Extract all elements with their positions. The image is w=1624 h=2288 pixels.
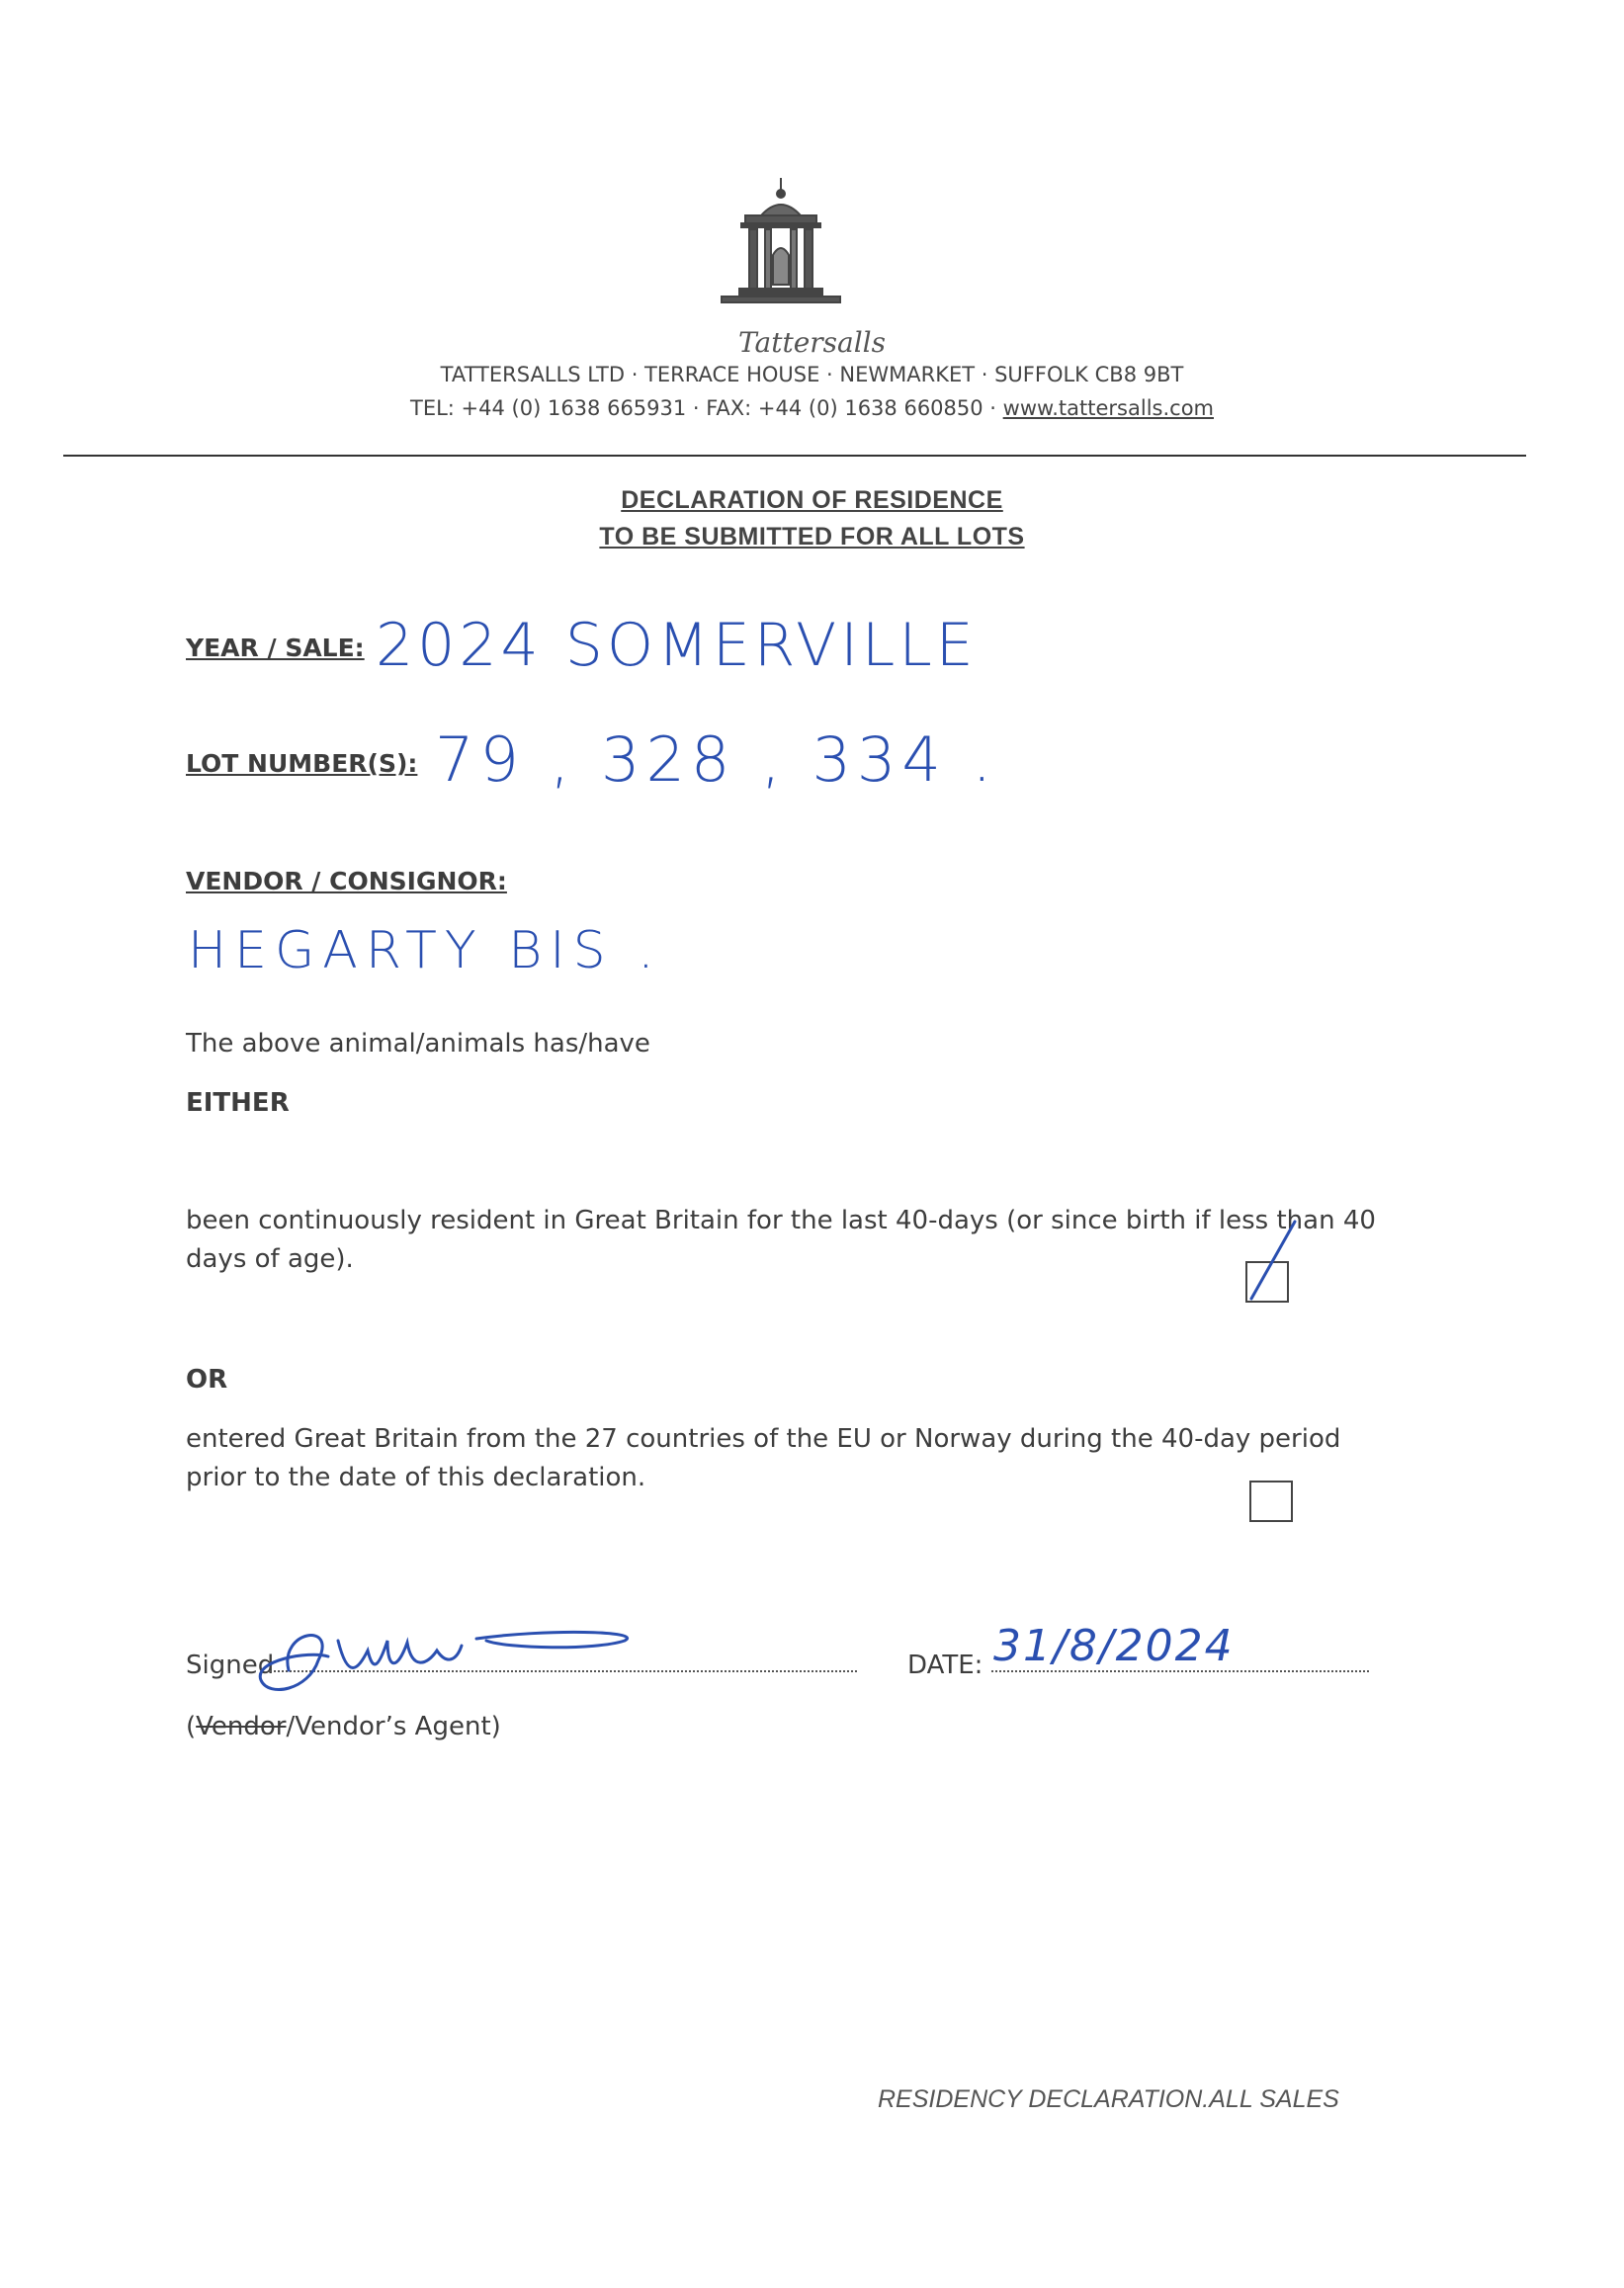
brand-name: Tattersalls [738, 326, 886, 359]
option-resident-text: been continuously resident in Great Britain for the last 40-days (or since birth if less than 40 days of age). [186, 1206, 1376, 1274]
form-reference: RESIDENCY DECLARATION.ALL SALES [878, 2085, 1339, 2113]
company-contact [0, 396, 1624, 420]
vendor-label: VENDOR / CONSIGNOR: [186, 867, 507, 895]
header-divider [63, 455, 1526, 457]
option-entered-checkbox[interactable] [1249, 1481, 1293, 1522]
lot-numbers-label: LOT NUMBER(S): [186, 749, 418, 778]
statement-intro: The above animal/animals has/have [186, 1029, 650, 1059]
handwritten-signature-icon [249, 1611, 644, 1702]
role-vendor-struck: Vendor [196, 1712, 287, 1741]
tattersalls-rotunda-logo-icon [712, 176, 850, 322]
document-title: DECLARATION OF RESIDENCE [621, 486, 1003, 514]
signed-label: Signed [186, 1651, 275, 1680]
signatory-role [186, 1708, 501, 1746]
role-vendor-agent: /Vendor’s Agent) [286, 1712, 501, 1741]
company-address: TATTERSALLS LTD · TERRACE HOUSE · NEWMARKET · SUFFOLK CB8 9BT [440, 363, 1184, 386]
contact-phone-fax: TEL: +44 (0) 1638 665931 · FAX: +44 (0) 1638 660850 · [410, 396, 1003, 420]
vendor-value[interactable]: HEGARTY BIS . [188, 921, 662, 980]
lot-numbers-value[interactable]: 79 , 328 , 334 . [435, 723, 998, 796]
role-open-paren: ( [186, 1712, 197, 1741]
option-entered-text: entered Great Britain from the 27 countries of the EU or Norway during the 40-day period prior to the date of this declaration. [186, 1424, 1341, 1492]
either-label: EITHER [186, 1088, 290, 1118]
year-sale-value[interactable]: 2024 SOMERVILLE [376, 611, 978, 680]
document-subtitle: TO BE SUBMITTED FOR ALL LOTS [599, 523, 1025, 551]
website-link[interactable]: www.tattersalls.com [1002, 396, 1214, 420]
date-value[interactable]: 31/8/2024 [993, 1621, 1235, 1671]
or-label: OR [186, 1365, 228, 1395]
year-sale-label: YEAR / SALE: [186, 634, 365, 662]
date-label: DATE: [907, 1651, 983, 1680]
handwritten-tick-icon [1243, 1218, 1303, 1307]
